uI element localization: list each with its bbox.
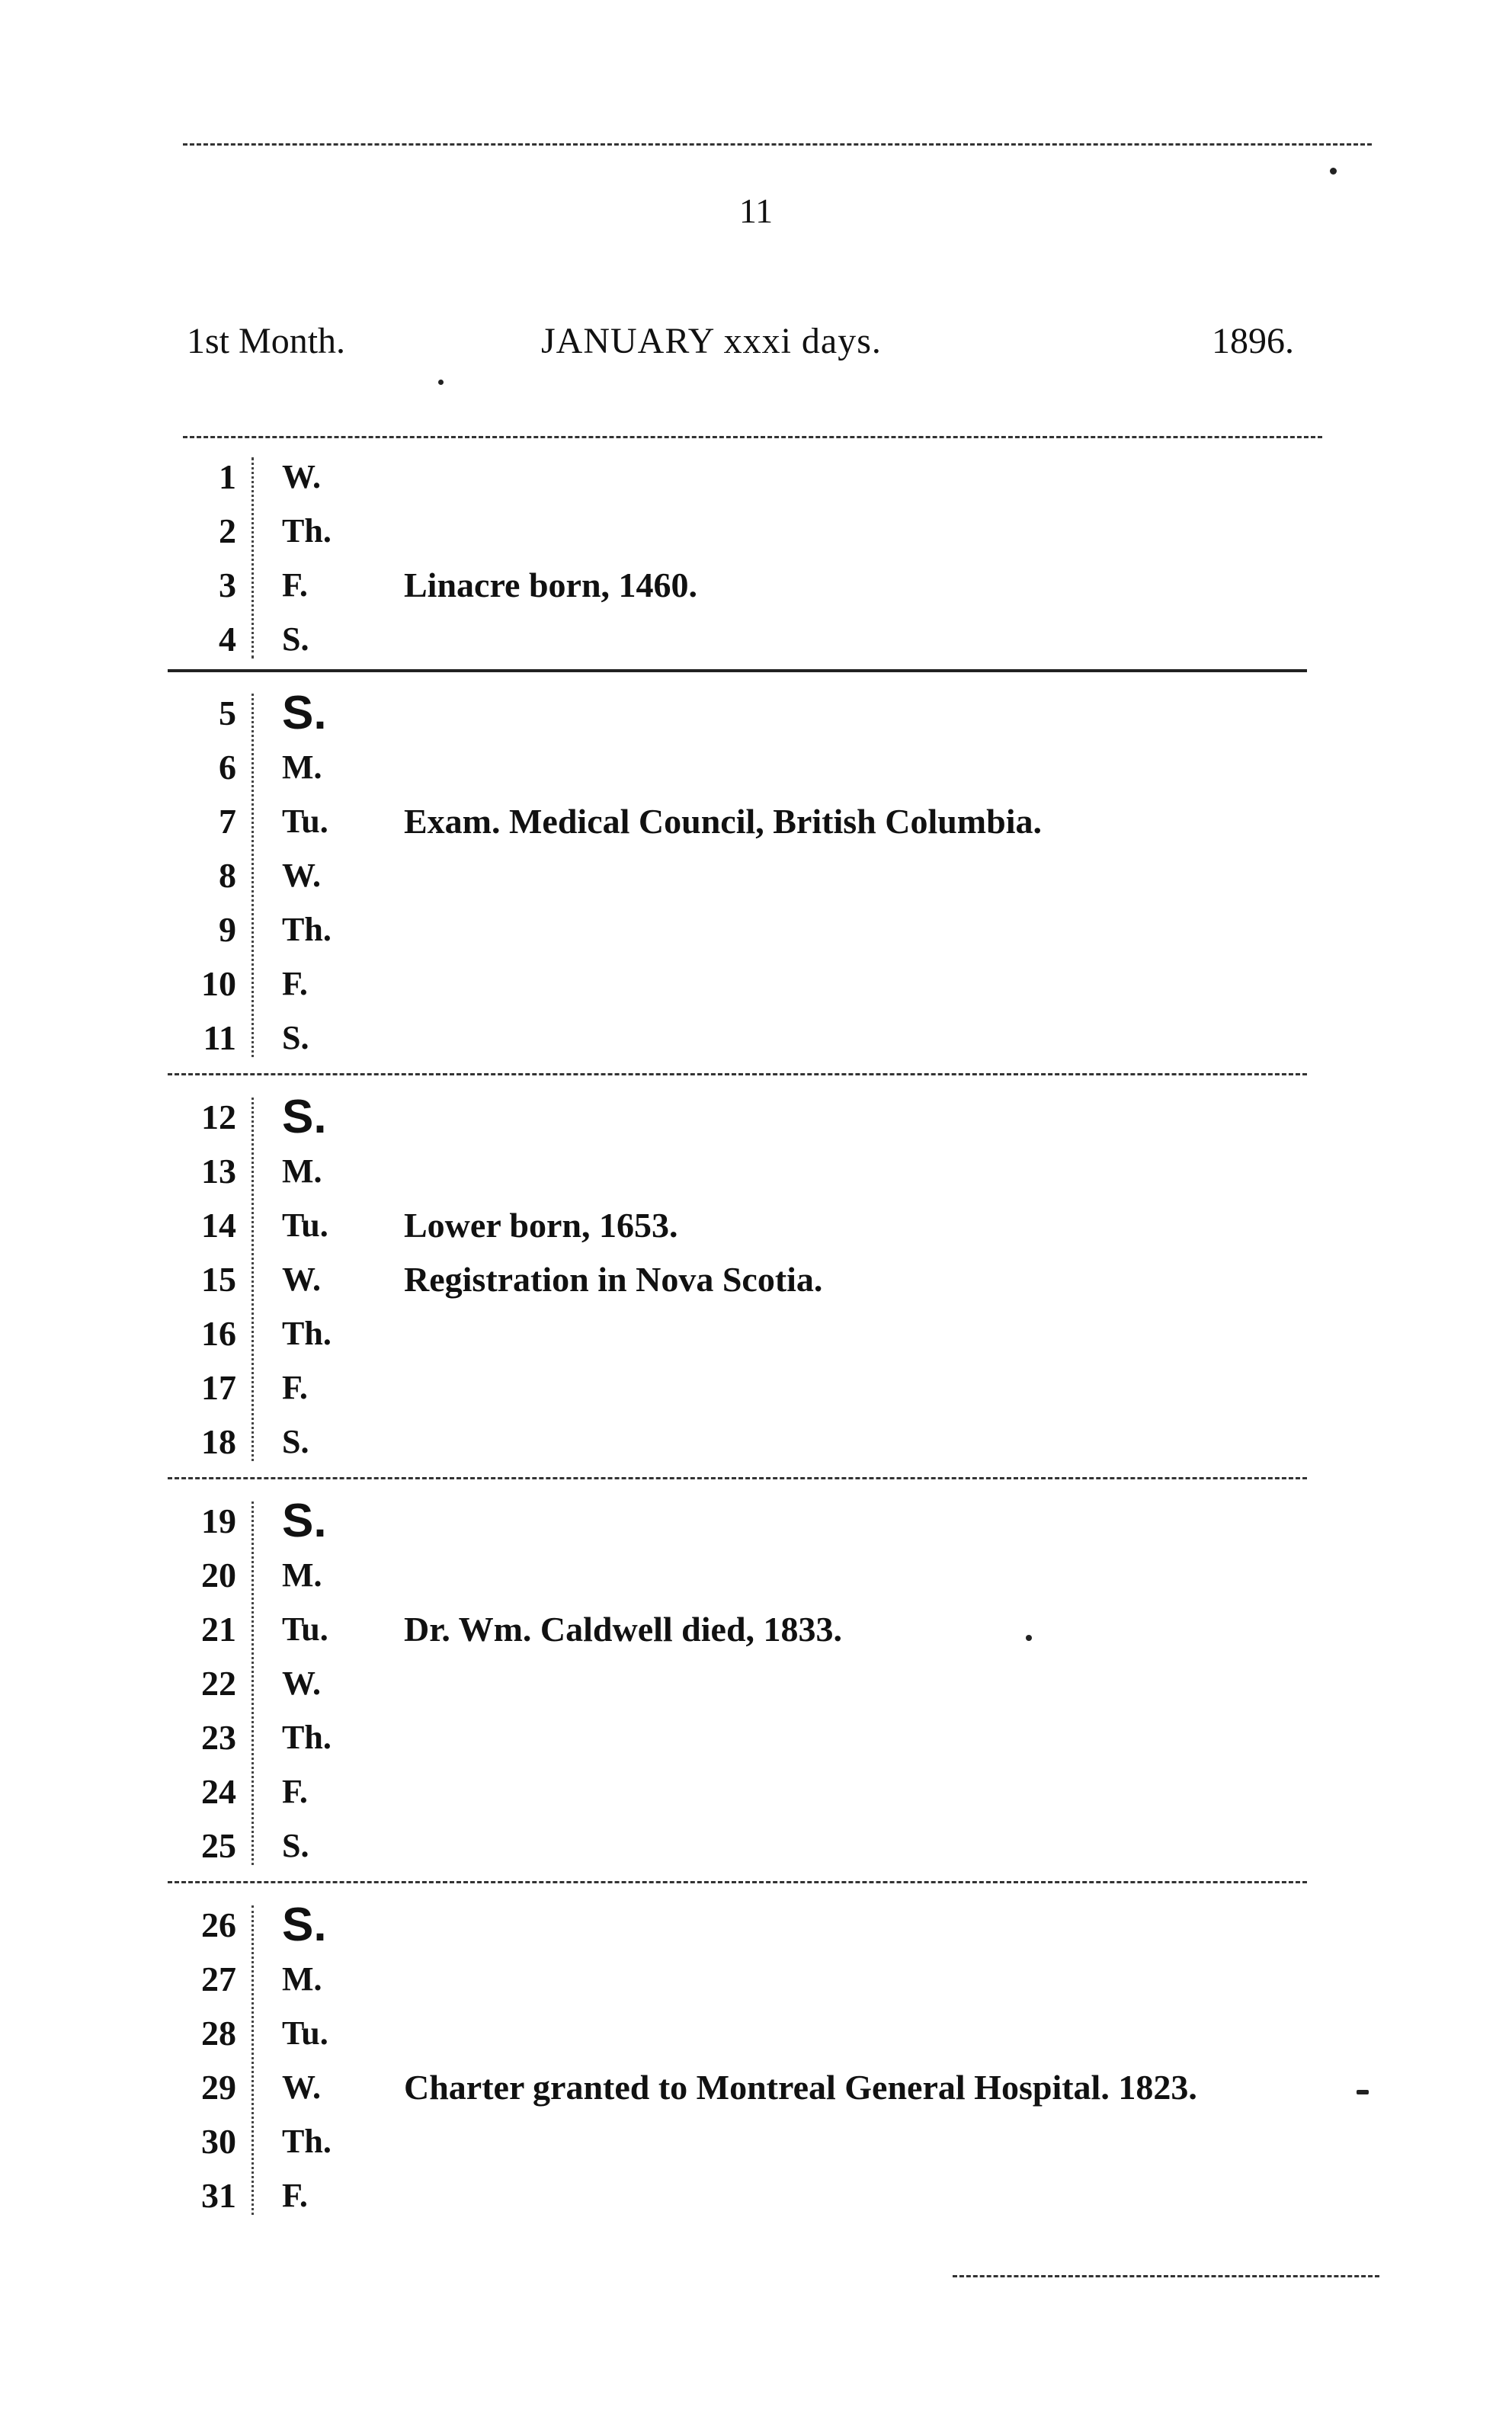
day-number: 1 xyxy=(219,457,236,496)
event-note: Registration in Nova Scotia. xyxy=(404,1260,823,1299)
day-row xyxy=(0,1710,1341,1764)
event-note: Charter granted to Montreal General Hospital. 1823. xyxy=(404,2068,1197,2107)
month-label: 1st Month. xyxy=(187,321,346,361)
day-of-week: M. xyxy=(282,1152,322,1190)
day-of-week: Th. xyxy=(282,1719,332,1756)
event-note: Linacre born, 1460. xyxy=(404,566,698,604)
day-row xyxy=(0,2168,1341,2222)
week-separator xyxy=(168,1477,1307,1479)
day-number: 22 xyxy=(201,1664,236,1703)
week-separator xyxy=(168,669,1307,672)
bottom-rule xyxy=(953,2275,1379,2277)
day-row xyxy=(0,2006,1341,2060)
day-row xyxy=(0,1090,1341,1144)
day-number: 26 xyxy=(201,1905,236,1944)
day-number: 24 xyxy=(201,1772,236,1811)
year-label: 1896. xyxy=(1212,321,1294,361)
day-number: 7 xyxy=(219,802,236,841)
day-of-week: F. xyxy=(282,1773,308,1810)
day-number: 14 xyxy=(201,1206,236,1245)
day-number: 15 xyxy=(201,1260,236,1299)
day-of-week: Th. xyxy=(282,1315,332,1352)
day-row xyxy=(0,1144,1341,1198)
day-number: 31 xyxy=(201,2176,236,2215)
day-of-week: M. xyxy=(282,748,322,786)
event-note: Exam. Medical Council, British Columbia. xyxy=(404,802,1042,841)
day-row xyxy=(0,686,1341,740)
day-of-week: F. xyxy=(282,2177,308,2214)
day-row xyxy=(0,1252,1341,1306)
day-number: 18 xyxy=(201,1422,236,1461)
day-row xyxy=(0,1602,1341,1656)
day-number: 25 xyxy=(201,1826,236,1865)
day-row xyxy=(0,1819,1341,1873)
day-row xyxy=(0,1952,1341,2006)
day-number: 13 xyxy=(201,1152,236,1191)
day-of-week: S. xyxy=(282,1495,327,1547)
day-number: 28 xyxy=(201,2014,236,2053)
day-of-week: M. xyxy=(282,1960,322,1998)
day-row xyxy=(0,612,1341,666)
day-of-week: W. xyxy=(282,857,321,894)
day-number: 6 xyxy=(219,748,236,787)
day-of-week: Tu. xyxy=(282,803,328,840)
day-of-week: W. xyxy=(282,1665,321,1702)
month-title: JANUARY xxxi days. xyxy=(541,321,882,361)
day-of-week: Tu. xyxy=(282,1610,328,1648)
day-row xyxy=(0,1360,1341,1415)
day-of-week: Th. xyxy=(282,2123,332,2160)
day-number: 17 xyxy=(201,1368,236,1407)
day-row xyxy=(0,1198,1341,1252)
day-row xyxy=(0,558,1341,612)
day-row xyxy=(0,740,1341,794)
day-number: 20 xyxy=(201,1556,236,1594)
day-row xyxy=(0,794,1341,848)
ink-speck xyxy=(1026,1635,1032,1641)
ink-speck xyxy=(1357,2090,1369,2094)
day-number: 9 xyxy=(219,910,236,949)
event-note: Dr. Wm. Caldwell died, 1833. xyxy=(404,1610,843,1649)
day-row xyxy=(0,1494,1341,1548)
day-number: 10 xyxy=(201,964,236,1003)
day-of-week: Th. xyxy=(282,512,332,550)
day-of-week: S. xyxy=(282,1899,327,1951)
day-of-week: S. xyxy=(282,1019,309,1056)
day-of-week: W. xyxy=(282,2069,321,2106)
day-row xyxy=(0,1415,1341,1469)
day-row xyxy=(0,1656,1341,1710)
day-of-week: W. xyxy=(282,1261,321,1298)
day-row xyxy=(0,1306,1341,1360)
day-of-week: F. xyxy=(282,566,308,604)
day-of-week: S. xyxy=(282,1091,327,1143)
day-number: 29 xyxy=(201,2068,236,2107)
day-number: 21 xyxy=(201,1610,236,1649)
day-row xyxy=(0,902,1341,957)
day-number: 8 xyxy=(219,856,236,895)
ink-speck xyxy=(1330,168,1337,175)
week-separator xyxy=(168,1881,1307,1883)
day-number: 3 xyxy=(219,566,236,604)
day-of-week: S. xyxy=(282,620,309,658)
day-number: 5 xyxy=(219,694,236,732)
page-number: 11 xyxy=(738,191,774,230)
day-row xyxy=(0,2060,1341,2114)
day-number: 30 xyxy=(201,2122,236,2161)
day-of-week: W. xyxy=(282,458,321,495)
day-number: 23 xyxy=(201,1718,236,1757)
day-row xyxy=(0,2114,1341,2168)
day-of-week: S. xyxy=(282,1423,309,1460)
day-row xyxy=(0,1898,1341,1952)
day-of-week: S. xyxy=(282,1827,309,1864)
day-of-week: M. xyxy=(282,1556,322,1594)
day-number: 19 xyxy=(201,1501,236,1540)
day-of-week: Tu. xyxy=(282,1207,328,1244)
day-of-week: F. xyxy=(282,965,308,1002)
week-separator xyxy=(168,1073,1307,1075)
day-number: 11 xyxy=(203,1018,236,1057)
table-top-rule xyxy=(183,436,1322,438)
day-row xyxy=(0,957,1341,1011)
day-number: 2 xyxy=(219,511,236,550)
day-row xyxy=(0,1548,1341,1602)
day-number: 12 xyxy=(201,1098,236,1136)
day-of-week: S. xyxy=(282,687,327,739)
day-of-week: F. xyxy=(282,1369,308,1406)
day-of-week: Th. xyxy=(282,911,332,948)
day-row xyxy=(0,1011,1341,1065)
event-note: Lower born, 1653. xyxy=(404,1206,678,1245)
ink-speck xyxy=(438,380,444,385)
day-number: 27 xyxy=(201,1960,236,1998)
day-row xyxy=(0,848,1341,902)
day-of-week: Tu. xyxy=(282,2014,328,2052)
day-row xyxy=(0,1764,1341,1819)
top-rule xyxy=(183,143,1372,146)
day-number: 4 xyxy=(219,620,236,659)
day-row xyxy=(0,450,1341,504)
day-row xyxy=(0,504,1341,558)
day-number: 16 xyxy=(201,1314,236,1353)
